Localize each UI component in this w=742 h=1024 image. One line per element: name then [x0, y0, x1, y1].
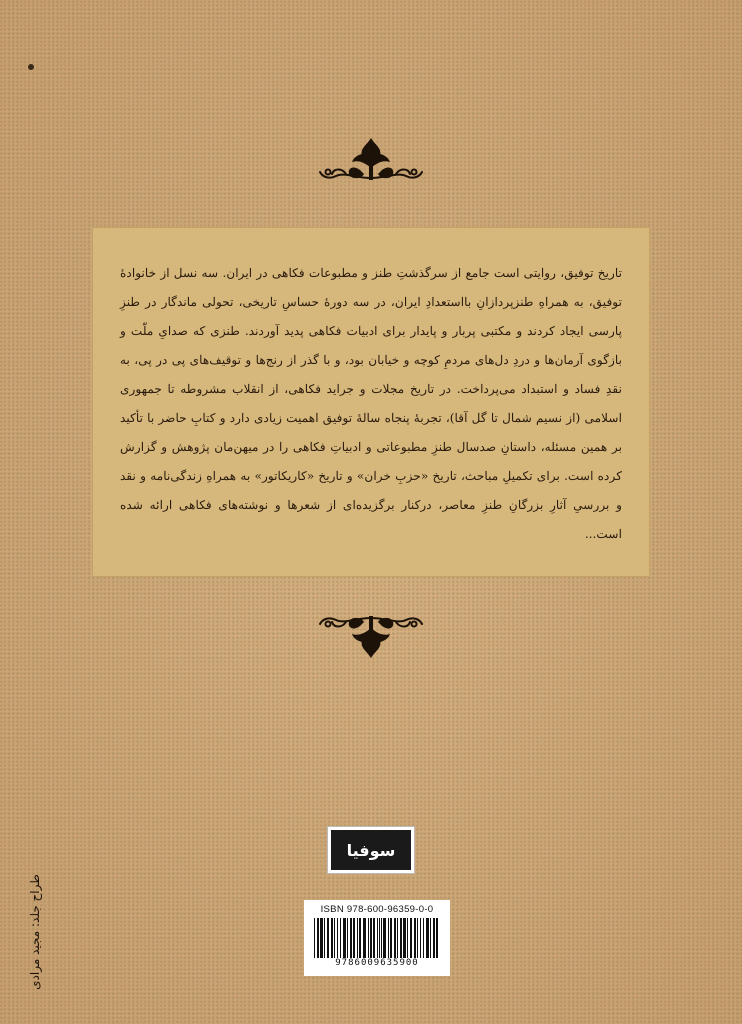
cover-designer-credit: طراح جلد: مجید مرادی	[28, 874, 42, 990]
publisher-logo	[327, 826, 415, 874]
description-panel	[92, 227, 650, 577]
isbn-text: ISBN 978-600-96359-0-0	[320, 904, 434, 915]
ornament-top-icon	[316, 132, 426, 192]
barcode-box	[304, 900, 450, 976]
barcode-number: 9786009635900	[335, 958, 419, 968]
publisher-logo-text: سوفیا	[331, 830, 411, 870]
barcode-icon	[312, 918, 442, 958]
print-spot	[28, 64, 34, 70]
book-description: تاریخ توفیق، روایتی است جامع از سرگذشتِ طنز و مطبوعات فکاهی در ایران. سه نسل از خانوادهٔ توفیق، به همراهِ طنزپردازانِ بااستعدادِ ایران، در سه دورهٔ حساسِ تاریخی، تحولی ماندگار در طنزِ پارسی ایجاد کردند و مکتبی پربار و پایدار برای ادبیات فکاهی پدید آوردند. طنزی که صدایِ ملّت و بازگوی آرمان‌ها و دردِ دل‌های مردمِ کوچه و خیابان بود، و با گذر از رنج‌ها و توقیف‌های پی در پی، به نقدِ فساد و استبداد می‌پرداخت. در تاریخ مجلات و جراید فکاهی، از انقلاب مشروطه تا جمهوری اسلامی (از نسیم شمال تا گل آقا)، تجربهٔ پنجاه سالهٔ توفیق اهمیت زیادی دارد و کتابِ حاضر با تأکید بر همین مسئله، داستانِ صدسال طنزِ مطبوعاتی و ادبیاتِ فکاهی را در میهن‌مان پژوهش و گزارش کرده است. برای تکمیلِ مباحث، تاریخ «حزبِ خران» و تاریخ «کاریکاتور» به همراهِ زندگی‌نامه و نقد و بررسیِ آثارِ بزرگانِ طنزِ معاصر، درکنار برگزیده‌ای از شعرها و نوشته‌های فکاهی ارائه شده است...	[120, 266, 622, 541]
ornament-bottom-icon	[316, 604, 426, 664]
